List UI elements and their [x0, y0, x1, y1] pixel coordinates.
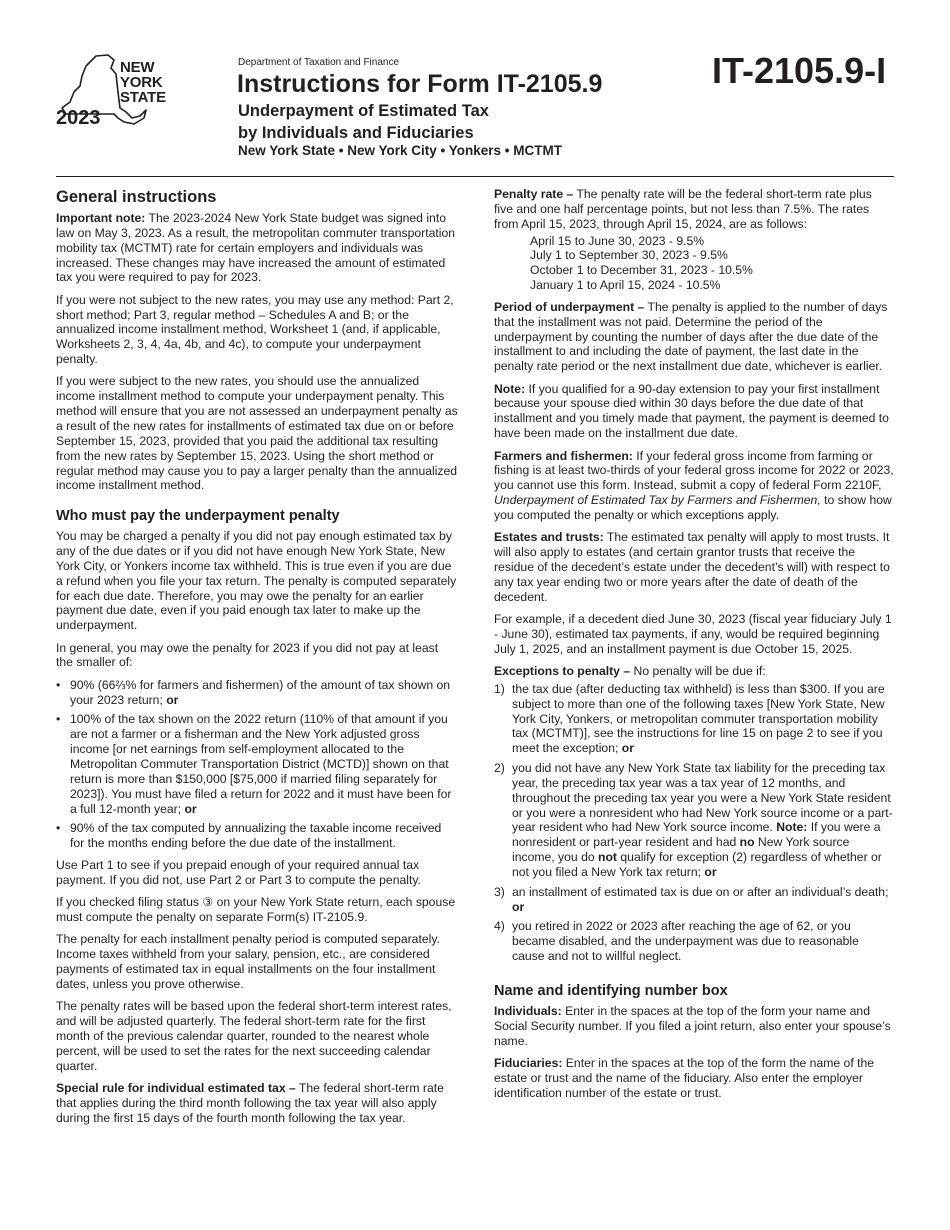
- rate-item: July 1 to September 30, 2023 - 9.5%: [530, 248, 728, 263]
- name-id-box-heading: Name and identifying number box: [494, 983, 728, 999]
- penalty-rate-paragraph: [494, 187, 894, 232]
- list-item: [494, 682, 894, 756]
- penalty-rates-paragraph: The penalty rates will be based upon the federal short-term interest rates, and will be adjusted quarterly. The federal short-term rate for the first month of the previous calendar quarter, rounded to the nearest whole percent, will be used to set the rates for the next succeeding calendar quarter.: [56, 999, 452, 1073]
- bullet-1-or: or: [166, 692, 179, 707]
- exception-3-or: or: [512, 899, 525, 914]
- exception-4-text: you retired in 2022 or 2023 after reaching the age of 62, or you became disabled, and the underpayment was due to reasonable cause and not to willful neglect.: [512, 919, 859, 964]
- note-label: Note:: [494, 381, 526, 396]
- estates-label: Estates and trusts:: [494, 530, 604, 545]
- note-text: If you qualified for a 90-day extension to pay your first installment because your spouse died within 30 days before the due date of that installment and you timely made that payment, the payment is deemed to have been made on the installment due date.: [494, 381, 889, 441]
- fiduciaries-paragraph: [494, 1056, 894, 1101]
- farmers-label: Farmers and fishermen:: [494, 448, 633, 463]
- exceptions-text: No penalty will be due if:: [630, 663, 766, 678]
- individuals-label: Individuals:: [494, 1004, 562, 1018]
- bullet-2-text: 100% of the tax shown on the 2022 return (110% of that amount if you are not a farmer or a fisherman and the New York adjusted gross income [or net earnings from self-employment allocated to the Metropolitan Commuter Transportation District (MCTD)] shown on that return is more than $150,000 [$75,000 if married filing separately for 2023]). You must have filed a return for 2022 and it must have been for a full 12-month year;: [70, 712, 452, 816]
- installment-paragraph: The penalty for each installment penalty period is computed separately. Income taxes withheld from your salary, pension, etc., are considered payments of estimated tax in equal installments on the four installment dates, unless you prove otherwise.: [56, 932, 440, 991]
- important-note-text: The 2023-2024 New York State budget was signed into law on May 3, 2023. As a result, the metropolitan commuter transportation mobility tax (MCTMT) rate for certain employers and individuals was increased. These changes may have increased the amount of estimated tax you were required to pay for 2023.: [56, 211, 456, 285]
- who-must-pay-paragraph: You may be charged a penalty if you did not pay enough estimated tax by any of the due dates or if you did not have enough New York State, New York City, or Yonkers income tax withheld. This is true even if you are due a refund when you file your tax return. The penalty is computed separately for each due date. Therefore, you may owe the penalty for an earlier payment due date, even if you paid enough tax later to make up the underpayment.: [56, 529, 457, 633]
- bullet-1-text: 90% (66⅔% for farmers and fishermen) of the amount of tax shown on your 2023 return;: [70, 677, 451, 707]
- exception-number: 4): [494, 919, 505, 934]
- special-rule-paragraph: [56, 1081, 458, 1126]
- period-text: The penalty is applied to the number of days that the installment was not paid. Determine the period of the underpayment by counting the number of days after the due date of the installment to and including the date of payment, the last date in the penalty rate period or the next installment due date, whichever is earlier.: [494, 299, 888, 374]
- estates-text: The estimated tax penalty will apply to most trusts. It will also apply to estates (and certain grantor trusts that receive the residue of the decedent’s estate under the decedent’s will) with respect to any tax year ending two or more years after the date of death of the decedent.: [494, 530, 890, 604]
- list-item: [56, 712, 458, 816]
- jurisdictions: New York State • New York City • Yonkers • MCTMT: [238, 143, 563, 158]
- farmers-form-title: Underpayment of Estimated Tax by Farmers and Fishermen,: [494, 493, 821, 508]
- penalty-rate-label: Penalty rate –: [494, 187, 574, 201]
- list-item: [494, 761, 894, 880]
- list-item: [56, 821, 458, 851]
- form-number: IT-2105.9-I: [712, 50, 887, 91]
- exception-3-text: an installment of estimated tax is due on or after an individual’s death;: [512, 884, 889, 899]
- subtitle-line-2: by Individuals and Fiduciaries: [238, 124, 474, 142]
- list-item: [494, 885, 894, 915]
- logo-word-new: NEW: [120, 59, 155, 76]
- list-item: [494, 919, 894, 964]
- who-must-pay-heading: Who must pay the underpayment penalty: [56, 508, 340, 525]
- exception-2-text-c: New York source income, you do: [512, 835, 850, 865]
- filing-status-paragraph: If you checked filing status ③ on your New York State return, each spouse must compute the penalty on separate Form(s) IT-2105.9.: [56, 895, 456, 925]
- left-column: [56, 187, 458, 1133]
- list-item: [56, 678, 458, 708]
- threshold-list: [56, 678, 458, 851]
- logo-year: 2023: [56, 107, 101, 129]
- right-column: [494, 187, 894, 1108]
- special-rule-text: The federal short-term rate that applies during the third month following the tax year will also apply during the first 15 days of the fourth month following the tax year.: [56, 1081, 444, 1125]
- exception-1-text: the tax due (after deducting tax withheld) is less than $300. If you are subject to more than one of the following taxes [New York State, New York City, Yonkers, or metropolitan commuter transportation mobility tax (MCTMT)], see the instructions for line 15 on page 2 to see if you meet the exception;: [512, 681, 885, 756]
- bullet-3-text: 90% of the tax computed by annualizing the taxable income received for the months ending before the due date of the installment.: [70, 821, 442, 851]
- exception-number: 1): [494, 681, 505, 696]
- period-paragraph: [494, 300, 894, 374]
- exception-number: 3): [494, 884, 505, 899]
- fiduciaries-text: Enter in the spaces at the top of the form the name of the estate or trust and the name of the fiduciary. Also enter the employer identification number of the estate or trust.: [494, 1056, 875, 1100]
- general-instructions-heading: General instructions: [56, 188, 217, 206]
- rate-item: October 1 to December 31, 2023 - 10.5%: [530, 263, 753, 278]
- important-note-label: Important note:: [56, 211, 146, 225]
- rate-item: January 1 to April 15, 2024 - 10.5%: [530, 278, 721, 293]
- subtitle-line-1: Underpayment of Estimated Tax: [238, 102, 489, 120]
- exception-2-not: not: [598, 850, 617, 865]
- special-rule-label: Special rule for individual estimated tax –: [56, 1081, 296, 1096]
- farmers-paragraph: [494, 449, 894, 523]
- exception-number: 2): [494, 761, 505, 776]
- exceptions-paragraph: [494, 664, 894, 679]
- farmers-text-1: If your federal gross income from farming or fishing is at least two-thirds of your federal gross income for 2022 or 2023, you cannot use this form. Instead, submit a copy of federal Form 2210F,: [494, 448, 894, 493]
- farmers-text-2: to show how you computed the penalty or which exceptions apply.: [494, 493, 892, 522]
- logo-word-state: STATE: [120, 89, 166, 106]
- bullet-2-or: or: [184, 801, 197, 816]
- subject-paragraph: If you were subject to the new rates, you should use the annualized income installment method to compute your underpayment penalty. This method will ensure that you are not assessed an underpayment penalty as a result of the new rates for installments of estimated tax due on or before September 15, 2023, provided that you paid the additional tax resulting from the new rates by September 15, 2023. Using the short method or regular method may cause you to pay a larger penalty than the annualized income installment method.: [56, 374, 458, 493]
- not-subject-paragraph: If you were not subject to the new rates, you may use any method: Part 2, short method; Part 3, regular method – Schedules A and B; or the annualized income installment method, Worksheet 1 (and, if applicable, Worksheets 2, 3, 4, 4a, 4b, and 4c), to compute your underpayment penalty.: [56, 292, 454, 367]
- in-general-paragraph: In general, you may owe the penalty for 2023 if you did not pay at least the smaller of:: [56, 640, 439, 670]
- exceptions-label: Exceptions to penalty –: [494, 663, 631, 678]
- exception-2-text-b: If you were a nonresident or part-year resident and had: [512, 820, 881, 850]
- logo-word-york: YORK: [120, 74, 163, 91]
- rate-list: [530, 234, 894, 293]
- exceptions-list: [494, 682, 894, 964]
- estates-paragraph: [494, 530, 894, 604]
- exception-2-text-a: you did not have any New York State tax liability for the preceding tax year, the preceding tax year was a tax year of 12 months, and throughout the preceding tax year you were a New York State resident or you were a nonresident who had New York source income or a part-year resident who had New York source income.: [512, 761, 893, 835]
- exception-2-text-d: qualify for exception (2) regardless of whether or not you filed a New York tax return;: [512, 850, 882, 879]
- subtitle: [238, 100, 489, 144]
- page-title: Instructions for Form IT-2105.9: [237, 70, 603, 98]
- exception-2-or: or: [704, 864, 717, 879]
- exception-1-or: or: [621, 741, 634, 756]
- exception-2-no: no: [739, 835, 755, 850]
- period-label: Period of underpayment –: [494, 299, 645, 314]
- note-paragraph: [494, 382, 894, 441]
- department-name: Department of Taxation and Finance: [238, 57, 400, 68]
- rate-item: April 15 to June 30, 2023 - 9.5%: [530, 233, 705, 248]
- example-paragraph: For example, if a decedent died June 30, 2023 (fiscal year fiduciary July 1 - June 30), estimated tax payments, if any, would be required beginning July 1, 2025, and an installment payment is due October 15, 2025.: [494, 611, 892, 656]
- individuals-text: Enter in the spaces at the top of the form your name and Social Security number. If you filed a joint return, also enter your spouse’s name.: [494, 1004, 891, 1048]
- header-divider: [56, 176, 894, 177]
- exception-2-note-label: Note:: [776, 820, 808, 835]
- penalty-rate-text: The penalty rate will be the federal short-term rate plus five and one half percentage points, but not less than 7.5%. The rates from April 15, 2023, through April 15, 2024, are as follows:: [494, 187, 872, 231]
- nys-logo: [56, 52, 176, 130]
- individuals-paragraph: [494, 1004, 894, 1049]
- important-note: [56, 211, 458, 285]
- fiduciaries-label: Fiduciaries:: [494, 1056, 563, 1071]
- part-1-paragraph: Use Part 1 to see if you prepaid enough of your required annual tax payment. If you did not, use Part 2 or Part 3 to compute the penalty.: [56, 858, 421, 887]
